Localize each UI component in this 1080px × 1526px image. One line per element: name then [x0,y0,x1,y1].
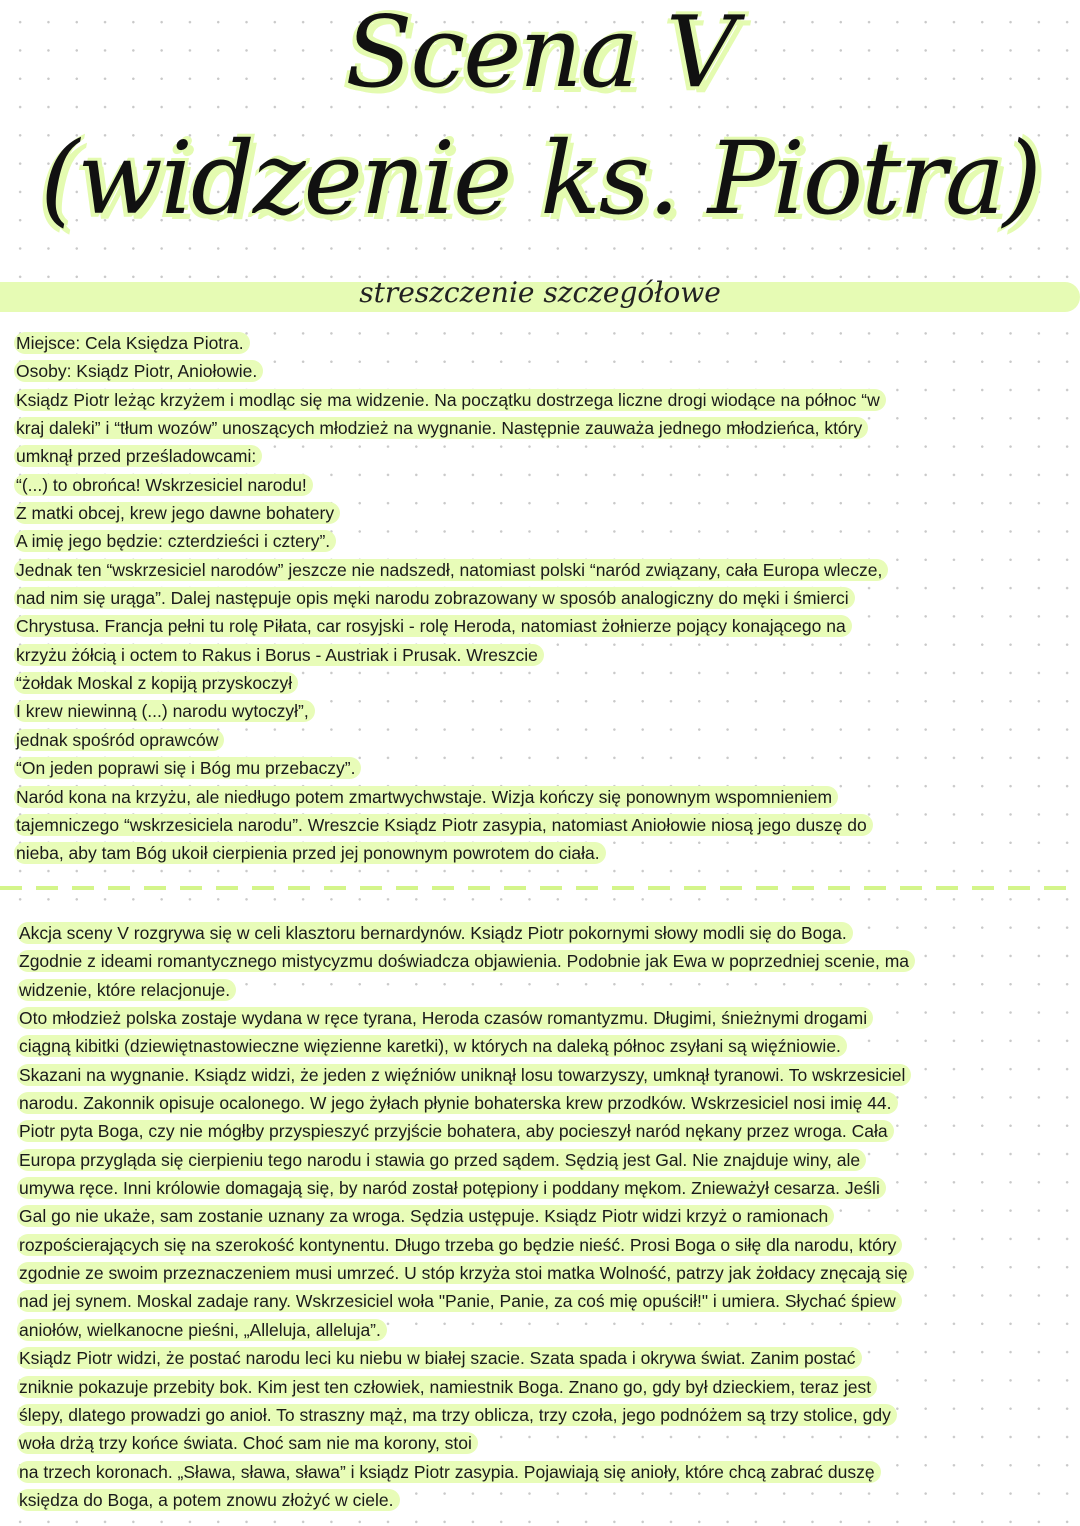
highlighted-text: Oto młodzież polska zostaje wydana w ręce tyrana, Heroda czasów romantyzmu. Długimi, śnieżnymi drogami [17,1007,873,1029]
highlighted-text: Naród kona na krzyżu, ale niedługo potem zmartwychwstaje. Wizja kończy się ponownym wspomnieniem [14,786,838,808]
text-line [17,1032,1077,1060]
text-line [17,1146,1077,1174]
highlighted-text: Akcja sceny V rozgrywa się w celi klasztoru bernardynów. Ksiądz Piotr pokornymi słowy modli się do Boga. [17,922,853,944]
highlighted-text: kraj daleki” i “tłum wozów” unoszących młodzież na wygnanie. Następnie zauważa jednego młodzieńca, który [14,417,868,439]
highlighted-text: Ksiądz Piotr widzi, że postać narodu leci ku niebu w białej szacie. Szata spada i okrywa świat. Zanim postać [17,1347,862,1369]
highlighted-text: “(...) to obrońca! Wskrzesiciel narodu! [14,474,313,496]
text-line [17,1401,1077,1429]
text-line [14,641,1074,669]
text-line [17,976,1077,1004]
highlighted-text: nieba, aby tam Bóg ukoił cierpienia przed jej ponownym powrotem do ciała. [14,842,606,864]
highlighted-text: Zgodnie z ideami romantycznego mistycyzmu doświadcza objawienia. Podobnie jak Ewa w poprzedniej scenie, ma [17,950,915,972]
highlighted-text: woła drżą trzy końce świata. Choć sam nie ma korony, stoi [17,1432,478,1454]
text-line [17,919,1077,947]
highlighted-text: umywa ręce. Inni królowie domagają się, by naród został potępiony i poddany mękom. Znieważył cesarza. Jeśli [17,1177,886,1199]
text-line [14,839,1074,867]
dashed-divider [0,886,1080,890]
text-line [14,783,1074,811]
highlighted-text: Europa przygląda się cierpieniu tego narodu i stawia go przed sądem. Sędzią jest Gal. Nie znajduje winy, ale [17,1149,866,1171]
highlighted-text: aniołów, wielkanocne pieśni, „Alleluja, alleluja”. [17,1319,387,1341]
highlighted-text: księdza do Boga, a potem znowu złożyć w ciele. [17,1489,400,1511]
highlighted-text: Osoby: Ksiądz Piotr, Aniołowie. [14,360,263,382]
text-line [17,1486,1077,1514]
highlighted-text: Chrystusa. Francja pełni tu rolę Piłata, car rosyjski - rolę Heroda, natomiast żołnierze pojący konającego na [14,615,852,637]
text-line [17,1429,1077,1457]
highlighted-text: ślepy, dlatego prowadzi go anioł. To straszny mąż, ma trzy oblicza, trzy czoła, jego podnóżem są trzy stolice, gdy [17,1404,897,1426]
text-line [17,1004,1077,1032]
text-line [17,1117,1077,1145]
subtitle: streszczenie szczegółowe [359,276,721,309]
highlighted-text: widzenie, które relacjonuje. [17,979,236,1001]
text-line [14,414,1074,442]
highlighted-text: nad nim się urąga”. Dalej następuje opis męki narodu zobrazowany w sposób analogiczny do męki i śmierci [14,587,855,609]
text-line [14,442,1074,470]
highlighted-text: na trzech koronach. „Sława, sława, sława” i ksiądz Piotr zasypia. Pojawiają się anioły, które chcą zabrać duszę [17,1461,881,1483]
highlighted-text: narodu. Zakonnik opisuje ocalonego. W jego żyłach płynie bohaterska krew przodków. Wskrzesiciel nosi imię 44. [17,1092,898,1114]
text-line [17,1259,1077,1287]
text-line [17,1458,1077,1486]
text-line [14,556,1074,584]
text-line [17,1174,1077,1202]
text-line [14,584,1074,612]
highlighted-text: nad jej synem. Moskal zadaje rany. Wskrzesiciel woła "Panie, Panie, za coś mię opuścił!" i umiera. Słychać śpiew [17,1290,902,1312]
highlighted-text: Ksiądz Piotr leżąc krzyżem i modląc się ma widzenie. Na początku dostrzega liczne drogi wiodące na północ “w [14,389,886,411]
title-line-2: (widzenie ks. Piotra) [40,120,1040,237]
highlighted-text: umknął przed prześladowcami: [14,445,262,467]
highlighted-text: rozpościerających się na szerokość kontynentu. Długo trzeba go będzie nieść. Prosi Boga o siłę dla narodu, który [17,1234,902,1256]
text-line [14,499,1074,527]
text-line [14,612,1074,640]
highlighted-text: zniknie pokazuje przebity bok. Kim jest ten człowiek, namiestnik Boga. Znano go, gdy był dzieckiem, teraz jest [17,1376,877,1398]
text-line [14,357,1074,385]
text-line [14,329,1074,357]
analysis-section [17,919,1077,1514]
highlighted-text: ciągną kibitki (dziewiętnastowieczne więzienne karetki), w których na daleką północ zsyłani są więźniowie. [17,1035,847,1057]
highlighted-text: A imię jego będzie: czterdzieści i cztery”. [14,530,336,552]
text-line [14,726,1074,754]
title-line-1: Scena V [345,0,735,110]
highlighted-text: Piotr pyta Boga, czy nie mógłby przyspieszyć przyjście bohatera, aby pocieszył naród nękany przez wroga. Cała [17,1120,894,1142]
text-line [17,1344,1077,1372]
highlighted-text: Jednak ten “wskrzesiciel narodów” jeszcze nie nadszedł, natomiast polski “naród związany, cała Europa wlecze, [14,559,888,581]
text-line [14,754,1074,782]
highlighted-text: tajemniczego “wskrzesiciela narodu”. Wreszcie Ksiądz Piotr zasypia, natomiast Aniołowie niosą jego duszę do [14,814,873,836]
text-line [17,1061,1077,1089]
text-line [17,1202,1077,1230]
text-line [14,471,1074,499]
text-line [17,947,1077,975]
summary-section [14,329,1074,868]
text-line [14,811,1074,839]
text-line [17,1373,1077,1401]
highlighted-text: Gal go nie ukaże, sam zostanie uznany za wroga. Sędzia ustępuje. Ksiądz Piotr widzi krzyż o ramionach [17,1205,834,1227]
text-line [17,1089,1077,1117]
highlighted-text: zgodnie ze swoim przeznaczeniem musi umrzeć. U stóp krzyża stoi matka Wolność, patrzy jak żołdacy znęcają się [17,1262,914,1284]
highlighted-text: “On jeden poprawi się i Bóg mu przebaczy”. [14,757,361,779]
highlighted-text: Skazani na wygnanie. Ksiądz widzi, że jeden z więźniów uniknął losu towarzyszy, umknął tyranowi. To wskrzesiciel [17,1064,911,1086]
highlighted-text: Miejsce: Cela Księdza Piotra. [14,332,250,354]
text-line [17,1316,1077,1344]
text-line [17,1231,1077,1259]
highlighted-text: “żołdak Moskal z kopiją przyskoczył [14,672,298,694]
text-line [17,1287,1077,1315]
text-line [14,527,1074,555]
highlighted-text: I krew niewinną (...) narodu wytoczył”, [14,700,315,722]
highlighted-text: Z matki obcej, krew jego dawne bohatery [14,502,340,524]
text-line [14,697,1074,725]
text-line [14,386,1074,414]
highlighted-text: jednak spośród oprawców [14,729,224,751]
highlighted-text: krzyżu żółcią i octem to Rakus i Borus - Austriak i Prusak. Wreszcie [14,644,544,666]
text-line [14,669,1074,697]
